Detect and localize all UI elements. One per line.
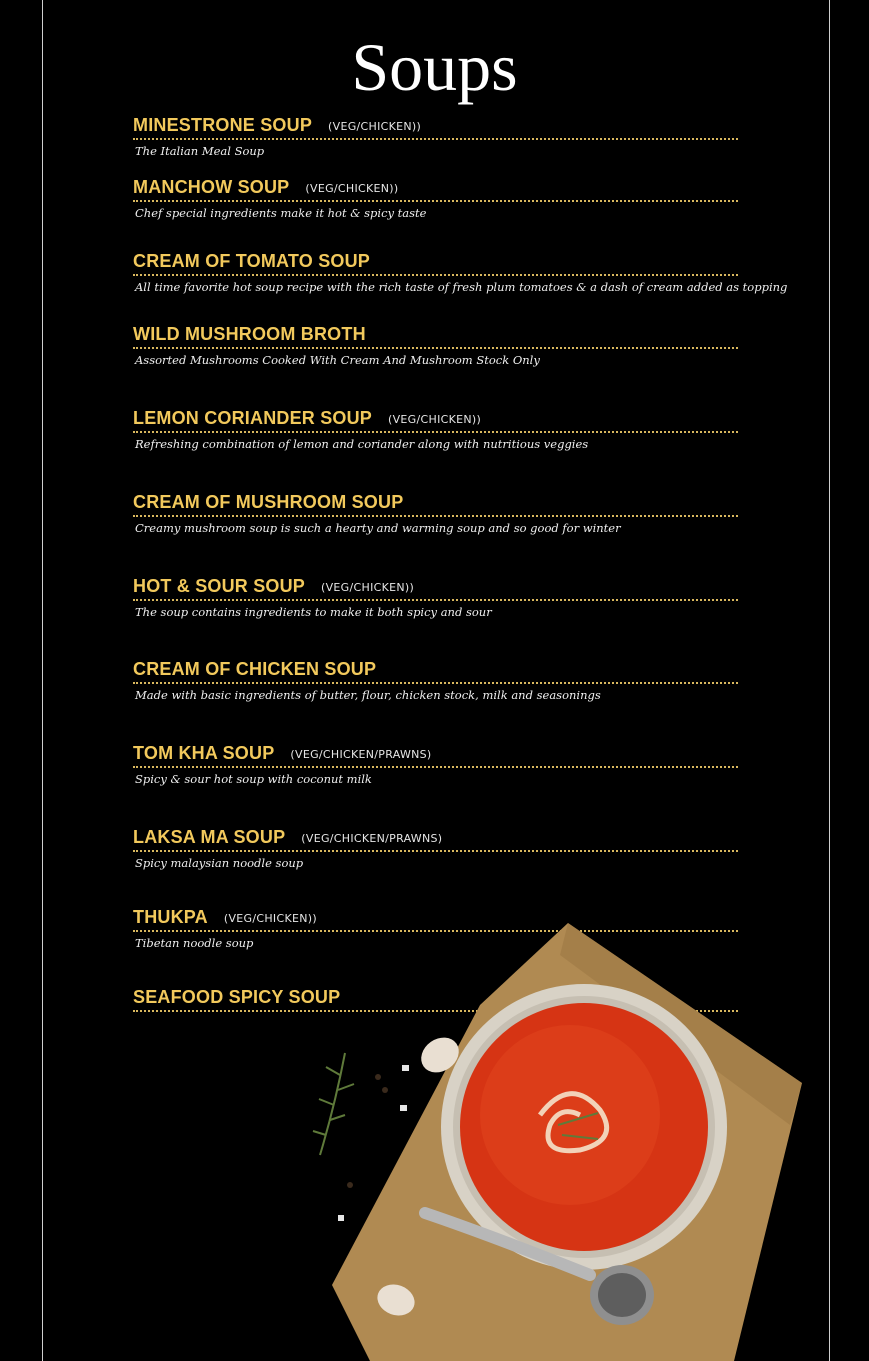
- menu-item: [133, 742, 738, 786]
- menu-item-header: [133, 742, 738, 764]
- rosemary-sprig: [313, 1053, 354, 1155]
- menu-item-name: SEAFOOD SPICY SOUP: [133, 987, 341, 1007]
- menu-item: [133, 250, 788, 294]
- menu-item-name: MINESTRONE SOUP: [133, 115, 313, 135]
- menu-item-name: THUKPA: [133, 907, 208, 927]
- menu-item-variant: (VEG/CHICKEN)): [321, 581, 415, 594]
- menu-item-header: [133, 826, 738, 848]
- menu-item-description: All time favorite hot soup recipe with the rich taste of fresh plum tomatoes & a dash of cream added as topping: [135, 280, 788, 294]
- menu-item: [133, 176, 738, 220]
- dotted-divider: [133, 850, 738, 852]
- menu-item-name: TOM KHA SOUP: [133, 743, 275, 763]
- menu-item: [133, 491, 738, 535]
- dotted-divider: [133, 431, 738, 433]
- menu-item-header: [133, 491, 738, 513]
- dotted-divider: [133, 200, 738, 202]
- menu-item-header: [133, 250, 738, 272]
- dotted-divider: [133, 274, 738, 276]
- menu-item-description: The soup contains ingredients to make it both spicy and sour: [135, 605, 492, 619]
- menu-item-name: LEMON CORIANDER SOUP: [133, 408, 373, 428]
- menu-item-name: MANCHOW SOUP: [133, 177, 290, 197]
- dotted-divider: [133, 515, 738, 517]
- dotted-divider: [133, 347, 738, 349]
- menu-item-description: Made with basic ingredients of butter, flour, chicken stock, milk and seasonings: [135, 688, 601, 702]
- menu-item-description: The Italian Meal Soup: [135, 144, 265, 158]
- dotted-divider: [133, 138, 738, 140]
- menu-item-name: CREAM OF MUSHROOM SOUP: [133, 492, 404, 512]
- menu-item-variant: (VEG/CHICKEN)): [223, 912, 317, 925]
- menu-item-header: [133, 658, 738, 680]
- dotted-divider: [133, 599, 738, 601]
- menu-item-name: HOT & SOUR SOUP: [133, 576, 306, 596]
- menu-item-header: [133, 575, 738, 597]
- menu-item-description: Chef special ingredients make it hot & spicy taste: [135, 206, 427, 220]
- menu-item: [133, 658, 738, 702]
- dotted-divider: [133, 766, 738, 768]
- menu-item-description: Assorted Mushrooms Cooked With Cream And Mushroom Stock Only: [135, 353, 540, 367]
- menu-item-name: CREAM OF TOMATO SOUP: [133, 251, 371, 271]
- menu-item-header: [133, 176, 738, 198]
- frame-left-border: [42, 0, 43, 1361]
- menu-item-header: [133, 323, 738, 345]
- menu-item-description: Spicy malaysian noodle soup: [135, 856, 304, 870]
- menu-item-name: CREAM OF CHICKEN SOUP: [133, 659, 377, 679]
- menu-item-description: Spicy & sour hot soup with coconut milk: [135, 772, 372, 786]
- menu-item: [133, 114, 738, 158]
- menu-item-description: Tibetan noodle soup: [135, 936, 254, 950]
- menu-item-name: WILD MUSHROOM BROTH: [133, 324, 366, 344]
- menu-item-name: LAKSA MA SOUP: [133, 827, 286, 847]
- menu-item-description: Creamy mushroom soup is such a hearty and warming soup and so good for winter: [135, 521, 621, 535]
- menu-item-variant: (VEG/CHICKEN)): [328, 120, 422, 133]
- menu-item: [133, 323, 738, 367]
- menu-title: Soups: [351, 29, 518, 105]
- menu-item-variant: (VEG/CHICKEN/PRAWNS): [301, 832, 443, 845]
- menu-item-variant: (VEG/CHICKEN/PRAWNS): [290, 748, 432, 761]
- menu-item: [133, 407, 738, 451]
- soup-bowl-illustration: [290, 915, 830, 1361]
- menu-item: [133, 826, 738, 870]
- menu-item-variant: (VEG/CHICKEN)): [305, 182, 399, 195]
- dotted-divider: [133, 682, 738, 684]
- menu-item-description: Refreshing combination of lemon and coriander along with nutritious veggies: [135, 437, 589, 451]
- menu-item-header: [133, 407, 738, 429]
- menu-item-header: [133, 114, 738, 136]
- menu-item-variant: (VEG/CHICKEN)): [388, 413, 482, 426]
- menu-item: [133, 575, 738, 619]
